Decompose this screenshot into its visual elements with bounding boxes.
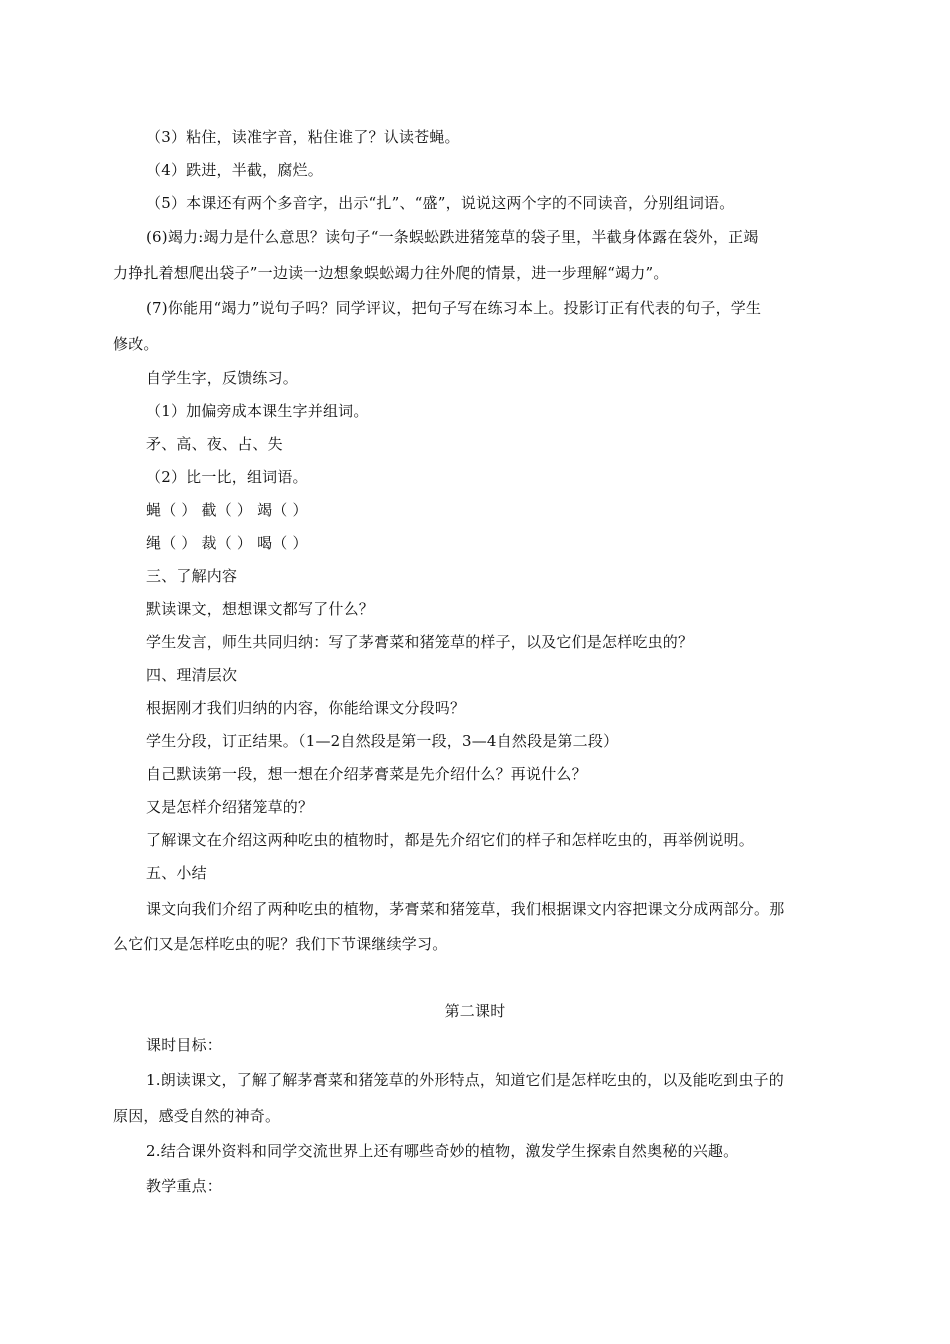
text-line: 力挣扎着想爬出袋子”一边读一边想象蜈蚣竭力往外爬的情景，进一步理解“竭力”。 [113, 264, 669, 282]
text-line: （1）加偏旁成本课生字并组词。 [146, 402, 369, 420]
text-line: 绳（ ） 裁（ ） 喝（ ） [146, 534, 308, 552]
text-line: （5）本课还有两个多音字，出示“扎”、“盛”，说说这两个字的不同读音，分别组词语。 [146, 194, 735, 212]
section-heading: 四、理清层次 [146, 666, 238, 684]
text-line: 2.结合课外资料和同学交流世界上还有哪些奇妙的植物，激发学生探索自然奥秘的兴趣。 [146, 1142, 739, 1160]
text-line: 课时目标： [146, 1036, 223, 1054]
text-line: 修改。 [113, 335, 159, 353]
section-heading: 五、小结 [146, 864, 207, 882]
text-line: 原因，感受自然的神奇。 [113, 1107, 281, 1125]
text-line: 了解课文在介绍这两种吃虫的植物时，都是先介绍它们的样子和怎样吃虫的，再举例说明。 [146, 831, 755, 849]
text-line: 又是怎样介绍猪笼草的？ [146, 798, 314, 816]
text-line: 学生发言，师生共同归纳：写了茅膏菜和猪笼草的样子，以及它们是怎样吃虫的？ [146, 633, 694, 651]
text-line: 教学重点： [146, 1177, 223, 1195]
text-line: 蝇（ ） 截（ ） 竭（ ） [146, 501, 308, 519]
lesson-title: 第二课时 [444, 1002, 506, 1020]
text-line: 根据刚才我们归纳的内容，你能给课文分段吗？ [146, 699, 466, 717]
text-line: 自己默读第一段，想一想在介绍茅膏菜是先介绍什么？再说什么？ [146, 765, 587, 783]
text-line: 学生分段，订正结果。（1—2自然段是第一段，3—4自然段是第二段） [146, 732, 619, 750]
text-line: （4）跌进，半截，腐烂。 [146, 161, 323, 179]
text-line: (7)你能用“竭力”说句子吗？同学评议，把句子写在练习本上。投影订正有代表的句子，学生 [146, 299, 762, 317]
text-line: 么它们又是怎样吃虫的呢？我们下节课继续学习。 [113, 935, 448, 953]
text-line: 1.朗读课文，了解了解茅膏菜和猪笼草的外形特点，知道它们是怎样吃虫的，以及能吃到虫子的 [146, 1071, 784, 1089]
text-line: 课文向我们介绍了两种吃虫的植物，茅膏菜和猪笼草，我们根据课文内容把课文分成两部分。那 [146, 900, 785, 918]
text-line: 默读课文，想想课文都写了什么？ [146, 600, 375, 618]
text-line: （3）粘住，读准字音，粘住谁了？认读苍蝇。 [146, 128, 460, 146]
text-line: 自学生字，反馈练习。 [146, 369, 299, 387]
text-line: 矛、高、夜、占、失 [146, 435, 283, 453]
text-line: （2）比一比，组词语。 [146, 468, 308, 486]
section-heading: 三、了解内容 [146, 567, 238, 585]
text-line: (6)竭力:竭力是什么意思？读句子“一条蜈蚣跌进猪笼草的袋子里，半截身体露在袋外，正竭 [146, 228, 759, 246]
